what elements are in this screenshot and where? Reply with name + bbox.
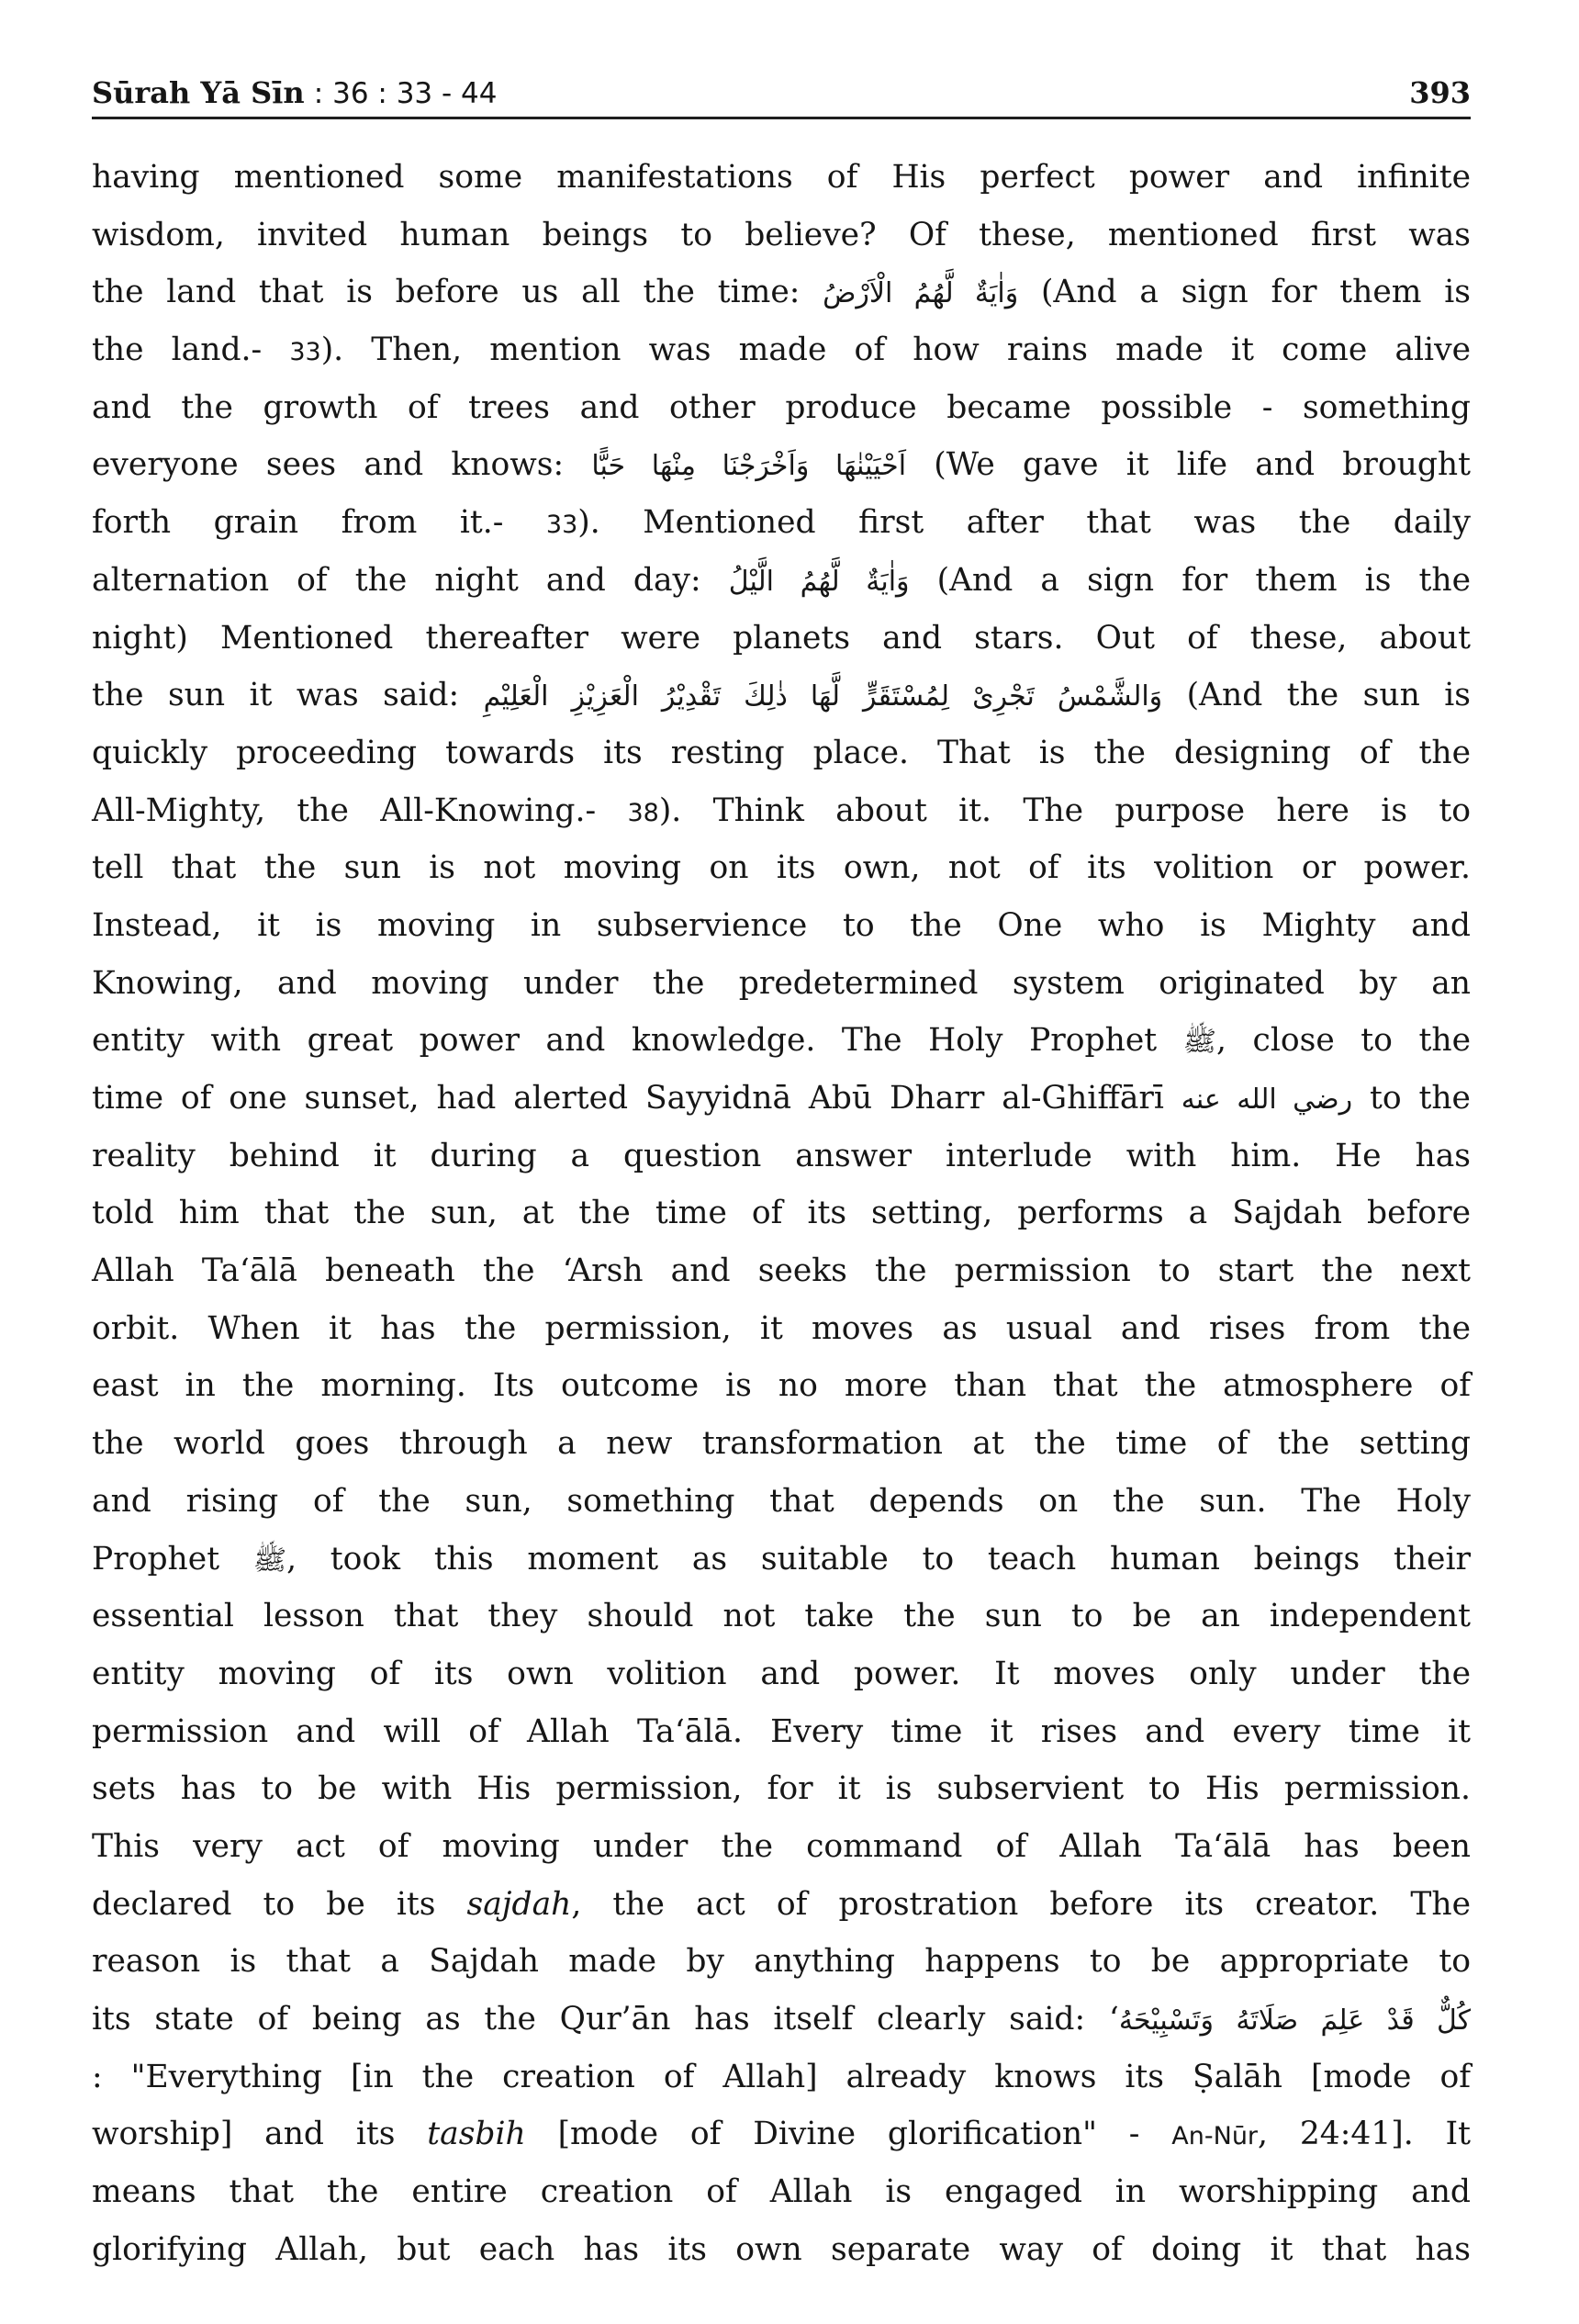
text-run: , the act of prostration before its creator. The [571,1885,1471,1923]
text-run: told him that the sun, at the time of its setting, performs a Sajdah before [92,1195,1471,1232]
text-run: declared to be its [92,1885,467,1923]
running-head [92,75,497,110]
text-line [92,2221,1471,2279]
text-line [92,610,1471,668]
text-run: This very act of moving under the command of Allah Ta‘ālā has been [92,1827,1471,1865]
text-run: ). Then, mention was made of how rains made it come alive [320,331,1472,369]
text-run: , close to the [1215,1022,1472,1060]
text-run: ). Mentioned first after that was the daily [577,504,1471,542]
text-line [92,1012,1471,1070]
text-run: reason is that a Sajdah made by anything happens to be appropriate to [92,1943,1471,1981]
text-run: to the [1352,1080,1471,1117]
text-run: glorifying Allah, but each has its own separate way of doing it that has [92,2230,1471,2268]
text-line [92,1357,1471,1415]
text-line [92,1703,1471,1761]
italic-term: sajdah [466,1885,572,1923]
text-run: (And the sun is [1162,677,1471,714]
text-run: and rising of the sun, something that depends on the sun. The Holy [92,1482,1471,1520]
text-line [92,1300,1471,1358]
header-rule [92,117,1471,119]
running-header [92,62,1471,110]
honorific-glyph: ﷺ [252,1544,287,1577]
text-run: , took this moment as suitable to teach human beings their [286,1540,1471,1577]
text-run: entity moving of its own volition and power. It moves only under the [92,1655,1471,1692]
arabic-verse: وَاٰيَةٌ لَّهُمُ الْاَرْضُ [823,277,1019,310]
text-run: the land that is before us all the time: [92,274,823,311]
text-line [92,1876,1471,1934]
text-line [92,1242,1471,1300]
honorific-glyph: ﷺ [1182,1026,1216,1059]
surah-title: Sūrah Yā Sīn [92,75,305,110]
text-run: east in the morning. Its outcome is no more than that the atmosphere of [92,1367,1471,1405]
text-run: worship] and its [92,2116,428,2153]
text-run: reality behind it during a question answer interlude with him. He has [92,1137,1471,1174]
italic-term: tasbih [427,2116,526,2153]
text-run: , 24:41]. It [1258,2116,1472,2153]
text-line [92,1184,1471,1242]
text-run: entity with great power and knowledge. The Holy Prophet [92,1022,1183,1060]
text-line [92,436,1471,494]
text-line [92,2163,1471,2221]
arabic-verse: وَالشَّمْسُ تَجْرِىْ لِمُسْتَقَرٍّ لَّهَا ذٰلِكَ تَقْدِيْرُ الْعَزِيْزِ الْعَلِيْمِ [483,680,1163,713]
text-line [92,1473,1471,1531]
text-run: : "Everything [in the creation of Allah] already knows its Ṣalāh [mode of [92,2058,1471,2095]
text-line [92,1818,1471,1876]
text-run: the world goes through a new transformation at the time of the setting [92,1425,1471,1463]
page-number: 393 [1409,75,1471,110]
text-line [92,149,1471,207]
text-run: wisdom, invited human beings to believe? Of these, mentioned first was [92,216,1471,253]
verse-number: An-Nūr [1171,2122,1259,2151]
text-run: ). Think about it. The purpose here is to [658,792,1472,829]
text-run: permission and will of Allah Ta‘ālā. Every time it rises and every time it [92,1712,1471,1750]
text-run: everyone sees and knows: [92,446,592,484]
text-run: forth grain from it.- [92,504,546,542]
text-line [92,1128,1471,1185]
text-run: and the growth of trees and other produce became possible - something [92,388,1471,426]
text-line [92,1588,1471,1645]
text-run: Instead, it is moving in subservience to the One who is Mighty and [92,906,1471,944]
text-line [92,379,1471,437]
text-line [92,782,1471,840]
text-run: its state of being as the Qur’ān has itself clearly said: ‘ [92,2001,1119,2038]
text-run: All-Mighty, the All-Knowing.- [92,792,628,829]
verse-reference: : 36 : 33 - 44 [313,77,498,110]
text-line [92,1991,1471,2049]
text-line [92,1531,1471,1589]
text-run: having mentioned some manifestations of His perfect power and infinite [92,159,1471,196]
text-run: [mode of Divine glorification" - [525,2116,1172,2153]
text-run: (And a sign for them is the [909,561,1471,599]
text-line [92,667,1471,724]
text-run: night) Mentioned thereafter were planets and stars. Out of these, about [92,619,1471,657]
verse-number: 33 [289,338,321,367]
text-line [92,897,1471,955]
text-line [92,552,1471,610]
arabic-verse: كُلٌّ قَدْ عَلِمَ صَلَاتَهُ وَتَسْبِيْحَهُ [1118,2004,1471,2037]
text-run: (We gave it life and brought [906,446,1471,484]
text-run: alternation of the night and day: [92,561,729,599]
arabic-verse: اَحْيَيْنٰهَا وَاَخْرَجْنَا مِنْهَا حَبًّا [591,450,907,483]
text-run: Knowing, and moving under the predetermined system originated by an [92,964,1471,1002]
text-line [92,494,1471,552]
text-line [92,1645,1471,1703]
text-run: Prophet [92,1540,253,1577]
text-line [92,207,1471,264]
arabic-verse: وَاٰيَةٌ لَّهُمُ الَّيْلُ [728,565,910,598]
text-line [92,1933,1471,1991]
verse-number: 33 [545,511,578,540]
text-line [92,1070,1471,1128]
text-line [92,2049,1471,2106]
verse-number: 38 [627,798,659,827]
text-run: quickly proceeding towards its resting place. That is the designing of the [92,734,1471,771]
text-run: means that the entire creation of Allah is engaged in worshipping and [92,2173,1471,2211]
text-line [92,839,1471,897]
text-run: essential lesson that they should not take the sun to be an independent [92,1598,1471,1635]
text-line [92,2105,1471,2163]
text-line [92,264,1471,321]
text-run: the land.- [92,331,290,369]
text-run: tell that the sun is not moving on its own, not of its volition or power. [92,849,1471,887]
text-run: time of one sunset, had alerted Sayyidnā Abū Dharr al-Ghiffārī [92,1080,1181,1117]
body-text [92,149,1471,2278]
text-line [92,724,1471,782]
text-run: (And a sign for them is [1018,274,1471,311]
text-run: sets has to be with His permission, for it is subservient to His permission. [92,1770,1471,1808]
text-line [92,1760,1471,1818]
text-run: Allah Ta‘ālā beneath the ‘Arsh and seeks the permission to start the next [92,1252,1471,1290]
text-run: orbit. When it has the permission, it moves as usual and rises from the [92,1309,1471,1347]
text-line [92,321,1471,379]
book-page [92,0,1471,2324]
text-line [92,1415,1471,1473]
text-line [92,955,1471,1013]
text-run: the sun it was said: [92,677,484,714]
honorific-glyph: رضي الله عنه [1181,1083,1353,1116]
